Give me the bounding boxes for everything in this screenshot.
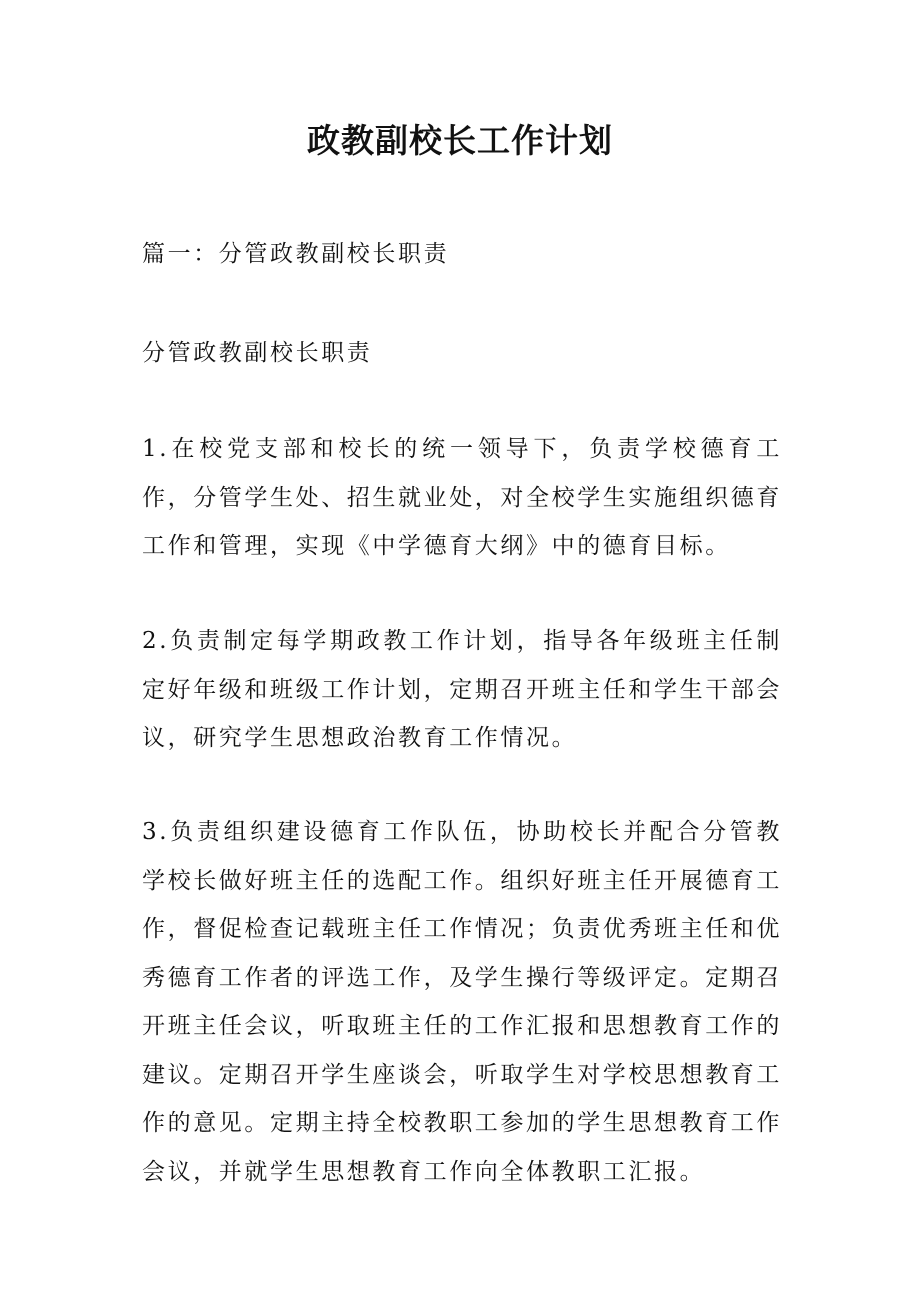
- section-subheading: 分管政教副校长职责: [142, 340, 373, 366]
- paragraph-1: 1.在校党支部和校长的统一领导下，负责学校德育工作，分管学生处、招生就业处，对全校学生实施组织德育工作和管理，实现《中学德育大纲》中的德育目标。: [142, 436, 782, 559]
- paragraph-3: 3.负责组织建设德育工作队伍，协助校长并配合分管教学校长做好班主任的选配工作。组织好班主任开展德育工作，督促检查记载班主任工作情况；负责优秀班主任和优秀德育工作者的评选工作，及学生操行等级评定。定期召开班主任会议，听取班主任的工作汇报和思想教育工作的建议。定期召开学生座谈会，听取学生对学校思想教育工作的意见。定期主持全校教职工参加的学生思想教育工作会议，并就学生思想教育工作向全体教职工汇报。: [142, 819, 782, 1185]
- document-title: 政教副校长工作计划: [307, 121, 613, 160]
- paragraph-2: 2.负责制定每学期政教工作计划，指导各年级班主任制定好年级和班级工作计划，定期召开班主任和学生干部会议，研究学生思想政治教育工作情况。: [142, 628, 782, 751]
- section-heading: 篇一：分管政教副校长职责: [142, 241, 450, 267]
